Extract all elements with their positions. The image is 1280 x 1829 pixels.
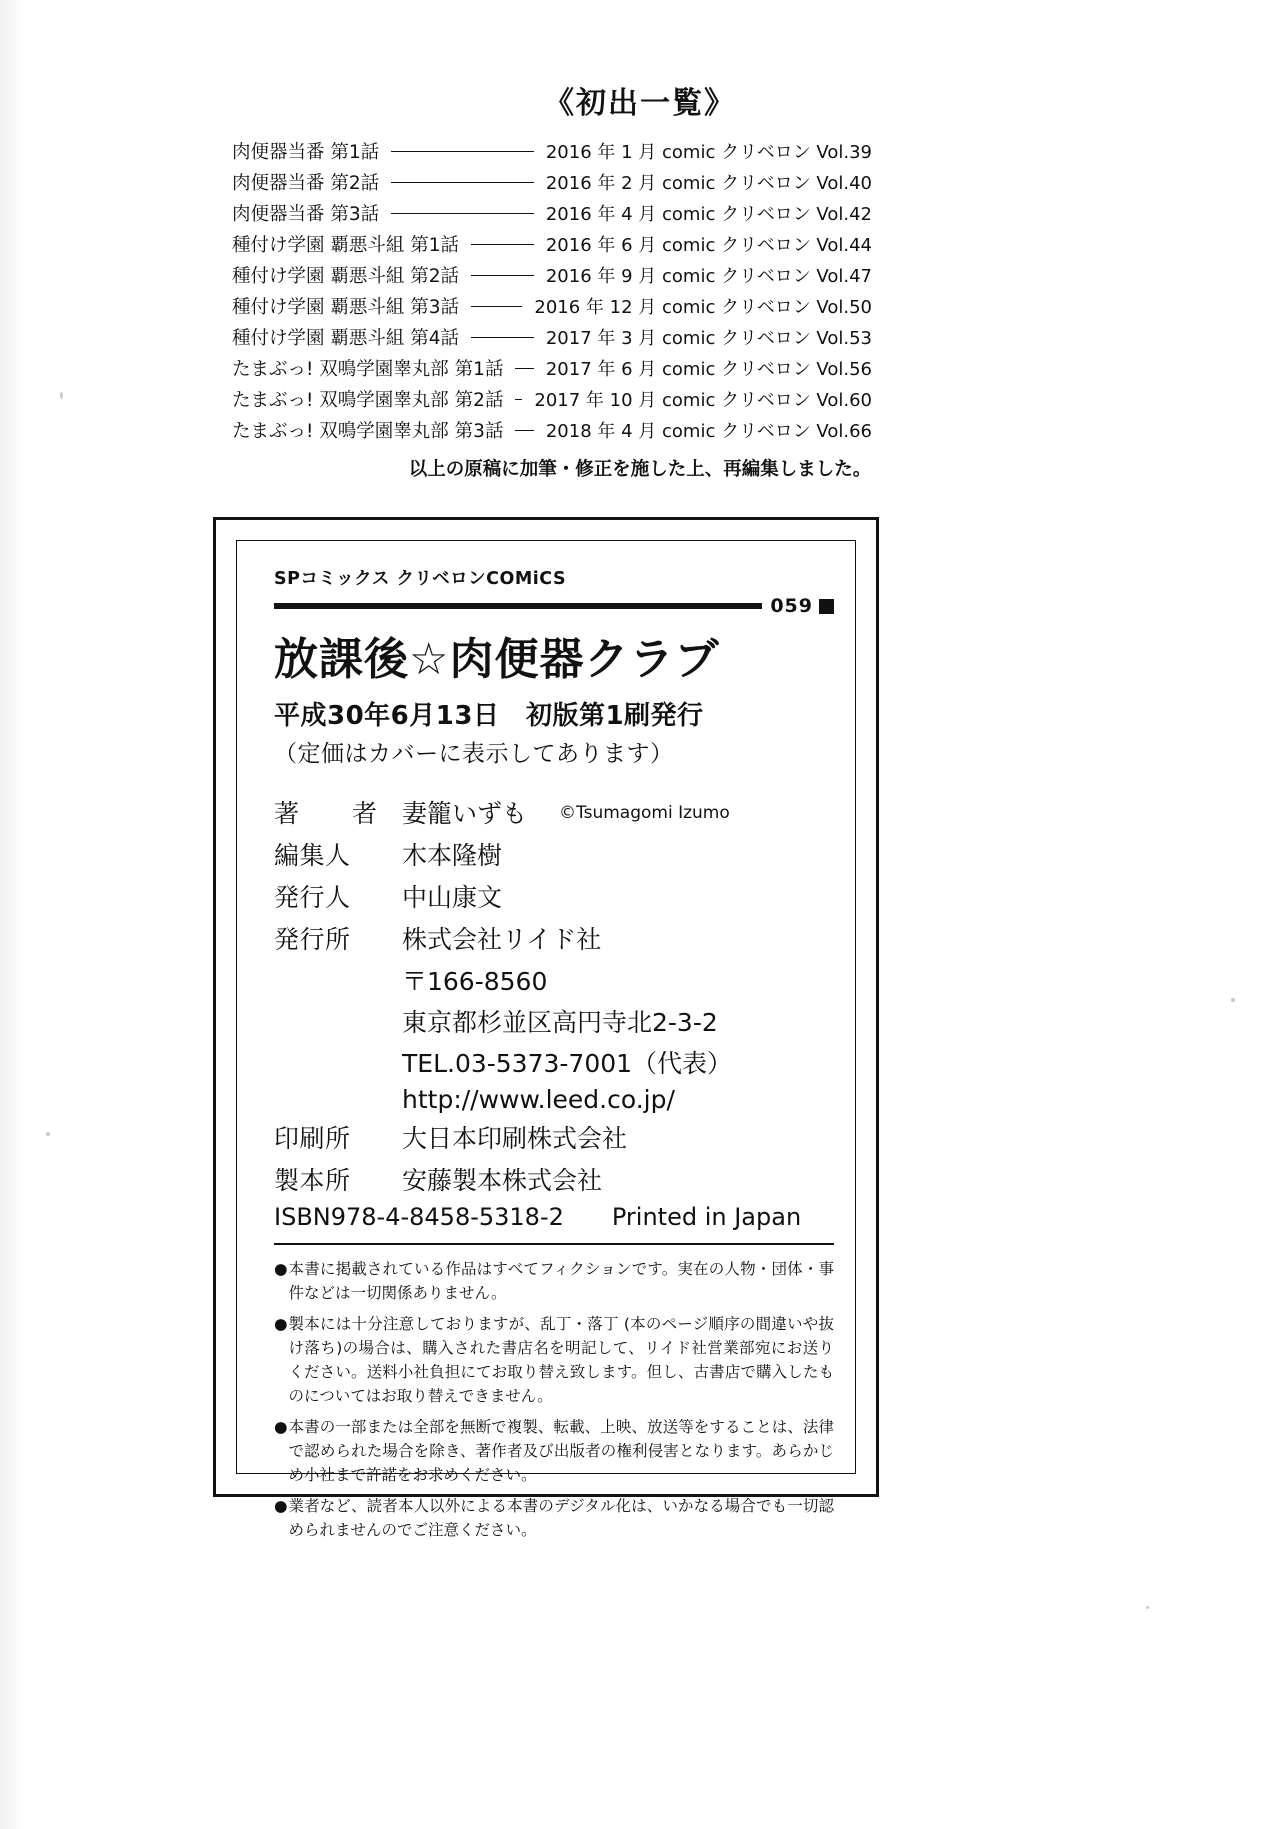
leader-rule — [515, 430, 533, 431]
list-item — [232, 135, 872, 166]
list-item — [232, 166, 872, 197]
book-title: 放課後☆肉便器クラブ — [274, 634, 720, 685]
credit-source: 2018 年 4 月 comic クリベロン Vol.66 — [545, 420, 872, 442]
notice-text: 本書の一部または全部を無断で複製、転載、上映、放送等をすることは、法律で認められた場合を除き、著作者及び出版者の権利侵害となります。あらかじめ小社まで許諾をお求めください。 — [288, 1418, 834, 1485]
list-item — [274, 1312, 834, 1408]
credit-source: 2016 年 4 月 comic クリベロン Vol.42 — [545, 203, 872, 225]
table-row — [274, 1161, 834, 1197]
leader-rule — [515, 368, 533, 369]
credit-title: 肉便器当番 第1話 — [232, 141, 380, 163]
bullet-icon: ● — [274, 1315, 288, 1334]
info-label: 発行人 — [274, 883, 351, 912]
info-value — [402, 794, 834, 830]
info-value: 木本隆樹 — [402, 841, 503, 870]
credit-title: 種付け学園 覇悪斗組 第1話 — [232, 234, 460, 256]
bullet-icon: ● — [274, 1260, 288, 1278]
info-label: 著 者 — [274, 799, 392, 828]
info-label: 印刷所 — [274, 1124, 351, 1153]
square-marker-icon — [819, 599, 834, 614]
list-item — [232, 259, 872, 290]
price-note: （定価はカバーに表示してあります） — [274, 741, 674, 767]
bullet-icon: ● — [274, 1497, 288, 1516]
leader-rule — [515, 399, 522, 400]
info-value: 大日本印刷株式会社 — [402, 1124, 628, 1153]
publication-info-table — [274, 794, 834, 1231]
info-label: 製本所 — [274, 1166, 351, 1195]
leader-rule — [471, 275, 534, 276]
author-name: 妻籠いずも — [402, 799, 528, 828]
series-number: 059 — [770, 595, 813, 617]
credit-title: 肉便器当番 第2話 — [232, 172, 380, 194]
info-value: 株式会社リイド社 — [402, 925, 602, 954]
credit-title: 種付け学園 覇悪斗組 第3話 — [232, 296, 460, 318]
rule-bar — [274, 603, 762, 609]
credit-source: 2016 年 1 月 comic クリベロン Vol.39 — [545, 141, 872, 163]
list-item — [232, 228, 872, 259]
leader-rule — [471, 244, 534, 245]
list-item — [232, 197, 872, 228]
printed-in-japan: Printed in Japan — [611, 1203, 802, 1231]
list-item — [274, 1494, 834, 1542]
credits-heading: 《初出一覧》 — [544, 86, 736, 121]
credit-title: たまぶっ! 双鳴学園睾丸部 第1話 — [232, 358, 504, 380]
paper-speck — [46, 1132, 50, 1136]
divider — [274, 1243, 834, 1245]
publisher-address: 東京都杉並区高円寺北2-3-2 — [402, 1008, 718, 1037]
credit-title: 肉便器当番 第3話 — [232, 203, 380, 225]
credit-source: 2016 年 6 月 comic クリベロン Vol.44 — [545, 234, 872, 256]
info-label: 編集人 — [274, 841, 351, 870]
table-row — [274, 794, 834, 830]
list-item — [274, 1415, 834, 1487]
paper-speck — [1231, 998, 1235, 1002]
table-row — [274, 920, 834, 956]
list-item — [232, 414, 872, 445]
credit-source: 2017 年 10 月 comic クリベロン Vol.60 — [534, 389, 872, 411]
leader-rule — [471, 337, 534, 338]
leader-rule — [391, 182, 534, 183]
table-row — [274, 836, 834, 872]
table-row — [274, 878, 834, 914]
table-row — [274, 1119, 834, 1155]
list-item — [232, 321, 872, 352]
leader-rule — [471, 306, 522, 307]
notice-text: 本書に掲載されている作品はすべてフィクションです。実在の人物・団体・事件などは一切関係ありません。 — [288, 1260, 834, 1303]
publication-date: 平成30年6月13日 初版第1刷発行 — [274, 701, 704, 731]
credit-title: 種付け学園 覇悪斗組 第2話 — [232, 265, 460, 287]
paper-speck — [1146, 1606, 1149, 1609]
credit-title: たまぶっ! 双鳴学園睾丸部 第3話 — [232, 420, 504, 442]
credit-source: 2017 年 6 月 comic クリベロン Vol.56 — [545, 358, 872, 380]
credits-list — [232, 135, 872, 445]
credits-note: 以上の原稿に加筆・修正を施した上、再編集しました。 — [408, 459, 872, 480]
leader-rule — [391, 213, 534, 214]
credit-source: 2017 年 3 月 comic クリベロン Vol.53 — [545, 327, 872, 349]
list-item — [232, 290, 872, 321]
isbn-row — [274, 1203, 834, 1231]
series-rule — [274, 595, 834, 617]
bullet-icon: ● — [274, 1418, 288, 1437]
page-edge-shading — [0, 0, 26, 1829]
credit-source: 2016 年 2 月 comic クリベロン Vol.40 — [545, 172, 872, 194]
leader-rule — [391, 151, 534, 152]
copyright-notice: ©Tsumagomi Izumo — [559, 803, 730, 823]
isbn-value: ISBN978-4-8458-5318-2 — [274, 1203, 564, 1231]
credit-source: 2016 年 9 月 comic クリベロン Vol.47 — [545, 265, 872, 287]
list-item — [274, 1257, 834, 1305]
credit-source: 2016 年 12 月 comic クリベロン Vol.50 — [534, 296, 872, 318]
list-item — [232, 383, 872, 414]
list-item — [232, 352, 872, 383]
credit-title: たまぶっ! 双鳴学園睾丸部 第2話 — [232, 389, 504, 411]
colophon-content — [274, 565, 834, 1540]
paper-speck — [60, 392, 63, 399]
notice-text: 業者など、読者本人以外による本書のデジタル化は、いかなる場合でも一切認められませんのでご注意ください。 — [288, 1497, 834, 1540]
publisher-postal-code: 〒166-8560 — [402, 967, 548, 996]
colophon-box — [213, 517, 879, 1540]
info-label: 発行所 — [274, 925, 351, 954]
info-value: 安藤製本株式会社 — [402, 1166, 603, 1195]
publisher-phone: TEL.03-5373-7001（代表） — [402, 1049, 733, 1078]
imprint-label: SPコミックス クリベロンCOMiCS — [274, 569, 567, 589]
publisher-url[interactable]: http://www.leed.co.jp/ — [402, 1085, 675, 1114]
info-value: 中山康文 — [402, 883, 503, 912]
legal-notices — [274, 1257, 834, 1542]
notice-text: 製本には十分注意しておりますが、乱丁・落丁 (本のページ順序の間違いや抜け落ち)の場合は、購入された書店名を明記して、リイド社営業部宛にお送りください。送料小社負担にてお取り替え致します。但し、古書店で購入したものについてはお取り替えできません。 — [288, 1315, 834, 1406]
credit-title: 種付け学園 覇悪斗組 第4話 — [232, 327, 460, 349]
